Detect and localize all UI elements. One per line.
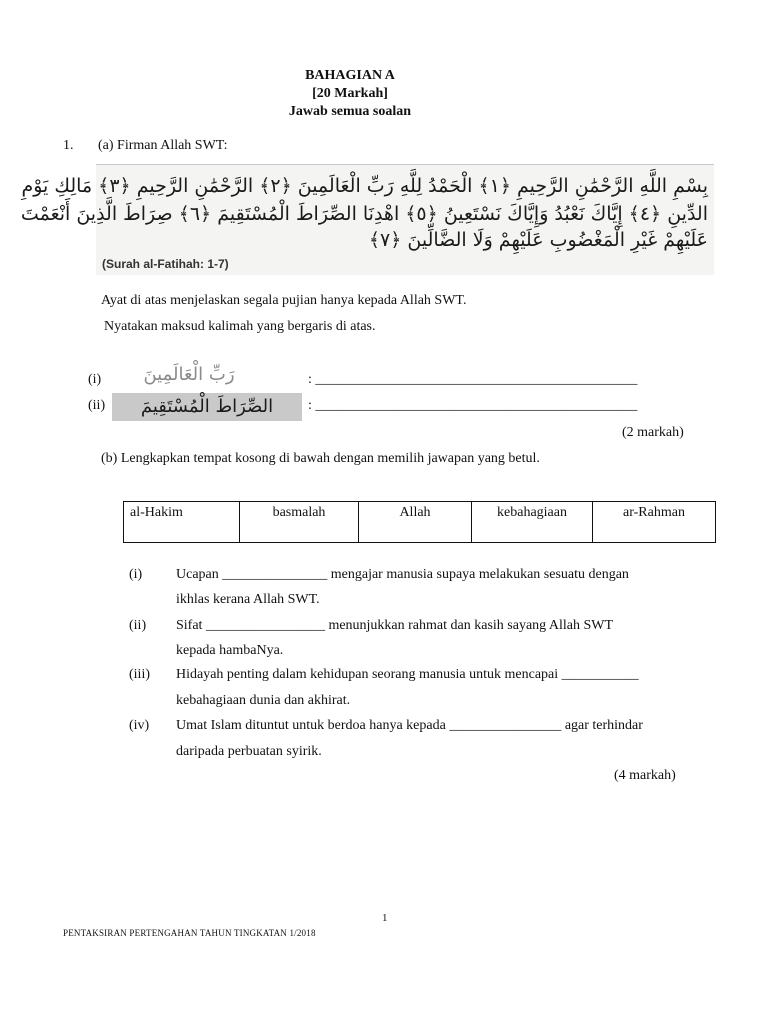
item-label: (i) [88,372,102,387]
option-cell: Allah [359,502,472,543]
part-b-label: (b) Lengkapkan tempat kosong di bawah dengan memilih jawapan yang betul. [101,451,540,466]
section-title: BAHAGIAN A [305,68,395,83]
section-marks: [20 Markah] [312,86,388,101]
part-a-marks: (2 markah) [622,425,684,440]
arabic-line-2: الدِّينِ ﴿٤﴾ إِيَّاكَ نَعْبُدُ وَإِيَّاكَ نَسْتَعِينُ ﴿٥﴾ اهْدِنَا الصِّرَاطَ الْمُسْتَقِيمَ ﴿٦﴾ صِرَاطَ الَّذِينَ أَنْعَمْتَ [20,203,708,225]
part-b-marks: (4 markah) [614,768,676,783]
options-table [123,501,716,543]
section-instruction: Jawab semua soalan [288,104,412,119]
arabic-line-3: عَلَيْهِمْ غَيْرِ الْمَغْضُوبِ عَلَيْهِمْ وَلَا الضَّالِّينَ ﴿٧﴾ [368,229,708,251]
arabic-line-1: بِسْمِ اللَّهِ الرَّحْمَٰنِ الرَّحِيمِ ﴿١﴾ الْحَمْدُ لِلَّهِ رَبِّ الْعَالَمِينَ ﴿٢﴾ الرَّحْمَٰنِ الرَّحِيمِ ﴿٣﴾ مَالِكِ يَوْمِ [21,175,708,197]
surah-reference: (Surah al-Fatihah: 1-7) [102,257,229,271]
fill-item-text: Hidayah penting dalam kehidupan seorang manusia untuk mencapai ___________ [176,667,639,682]
fill-item-text: Ucapan _______________ mengajar manusia supaya melakukan sesuatu dengan [176,567,629,582]
page-number: 1 [382,912,388,924]
answer-line[interactable]: : ______________________________________________ [308,398,638,413]
question-number: 1. [63,138,74,153]
quran-excerpt [20,164,714,275]
question-text: Nyatakan maksud kalimah yang bergaris di atas. [104,319,376,334]
fill-item-label: (iv) [129,718,150,733]
fill-item-text: Sifat _________________ menunjukkan rahmat dan kasih sayang Allah SWT [176,618,614,633]
fill-item-label: (iii) [129,667,150,682]
answer-line[interactable]: : ______________________________________________ [308,372,638,387]
fill-item-text: Umat Islam dituntut untuk berdoa hanya kepada ________________ agar terhindar [176,718,643,733]
part-a-label: (a) Firman Allah SWT: [98,138,228,153]
phrase-siratal-mustaqim: الصِّرَاطَ الْمُسْتَقِيمَ [112,393,302,421]
fill-item-text: kebahagiaan dunia dan akhirat. [176,693,351,708]
fill-item-label: (i) [129,567,143,582]
option-cell: kebahagiaan [472,502,593,543]
phrase-rabbil-alamin: رَبِّ الْعَالَمِينَ [143,364,235,385]
fill-item-text: daripada perbuatan syirik. [176,744,322,759]
fill-item-text: kepada hambaNya. [176,643,284,658]
option-cell: ar-Rahman [593,502,716,543]
option-cell: basmalah [240,502,359,543]
fill-item-text: ikhlas kerana Allah SWT. [176,592,320,607]
option-cell: al-Hakim [124,502,240,543]
fill-item-label: (ii) [129,618,147,633]
footer-text: PENTAKSIRAN PERTENGAHAN TAHUN TINGKATAN 1/2018 [63,928,316,938]
item-label: (ii) [88,398,106,413]
statement-text: Ayat di atas menjelaskan segala pujian hanya kepada Allah SWT. [101,293,467,308]
